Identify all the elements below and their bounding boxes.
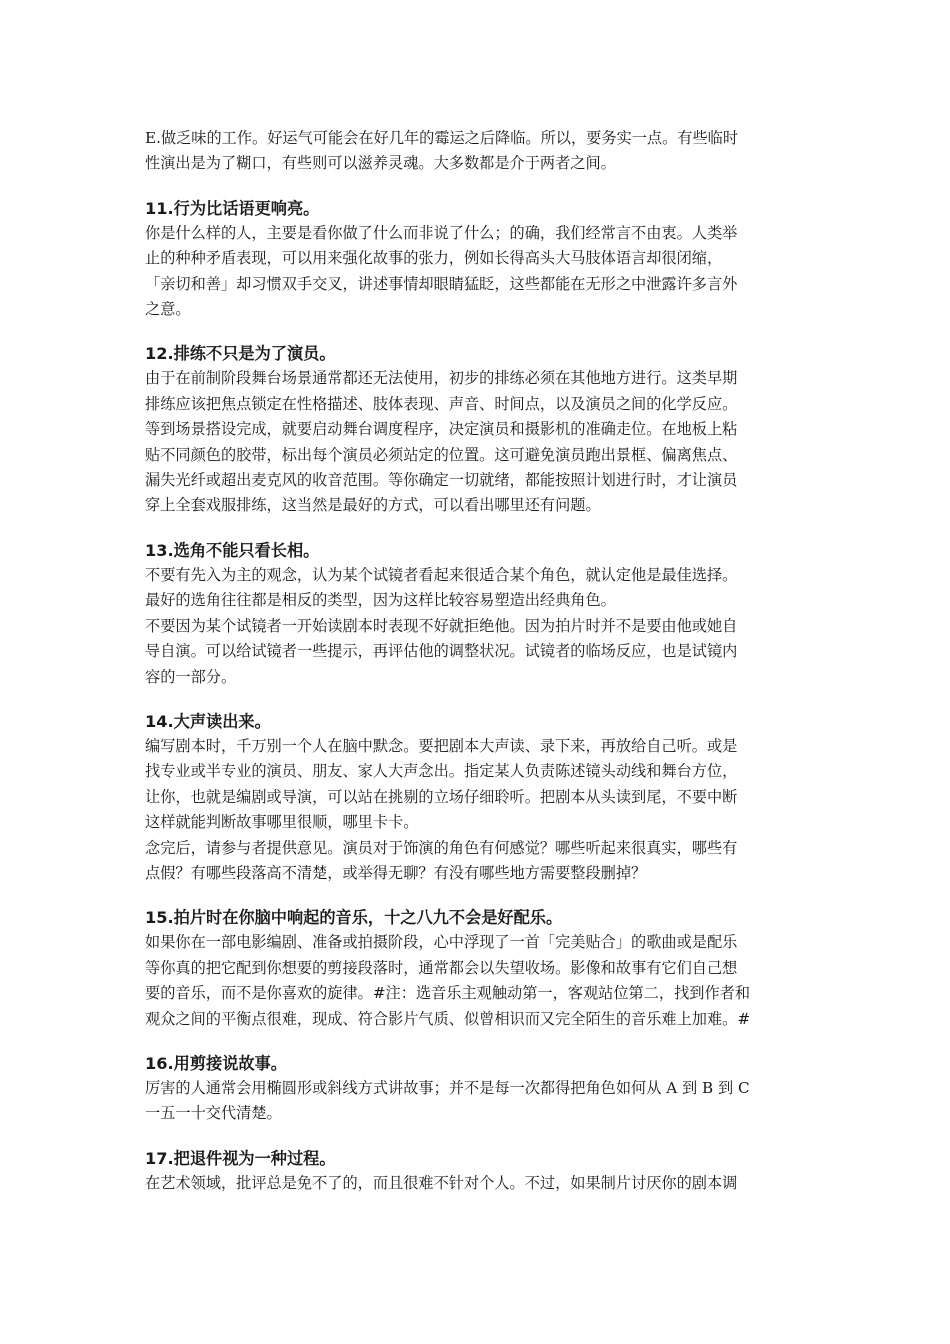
intro-paragraph: E.做乏味的工作。好运气可能会在好几年的霉运之后降临。所以，要务实一点。有些临时 性演出是为了糊口，有些则可以滋养灵魂。大多数都是介于两者之间。	[145, 129, 739, 173]
section-16	[145, 1051, 815, 1127]
section-12	[145, 341, 815, 518]
section-heading: 16.用剪接说故事。	[145, 1053, 287, 1073]
section-paragraph: 在艺术领域，批评总是免不了的，而且很难不针对个人。不过，如果制片讨厌你的剧本调	[145, 1173, 738, 1192]
section-paragraph: 你是什么样的人，主要是看你做了什么而非说了什么；的确，我们经常言不由衷。人类举 止的种种矛盾表现，可以用来强化故事的张力，例如长得高头大马肢体语言却很闭缩， 「亲切和善」却习惯双手交叉，讲述事情却眼睛猛眨，这些都能在无形之中泄露许多言外 之意。	[145, 223, 738, 319]
section-15	[145, 905, 815, 1032]
section-paragraph: 念完后，请参与者提供意见。演员对于饰演的角色有何感觉？哪些听起来很真实，哪些有 点假？有哪些段落高不清楚，或举得无聊？有没有哪些地方需要整段删掉？	[145, 838, 738, 882]
section-paragraph: 不要因为某个试镜者一开始读剧本时表现不好就拒绝他。因为拍片时并不是要由他或她自 导自演。可以给试镜者一些提示，再评估他的调整状况。试镜者的临场反应，也是试镜内 容的一部分。	[145, 616, 738, 686]
section-heading: 12.排练不只是为了演员。	[145, 344, 336, 364]
section-heading: 14.大声读出来。	[145, 711, 271, 731]
section-17	[145, 1146, 815, 1196]
document-page	[145, 126, 815, 1196]
section-paragraph: 由于在前制阶段舞台场景通常都还无法使用，初步的排练必须在其他地方进行。这类早期 排练应该把焦点锁定在性格描述、肢体表现、声音、时间点，以及演员之间的化学反应。 等到场景搭设完成，就要启动舞台调度程序，决定演员和摄影机的准确走位。在地板上粘 贴不同颜色的胶带，标出每个演员必须站定的位置。这可避免演员跑出景框、偏离焦点、 漏失光纤或超出麦克风的收音范围。等你确定一切就绪，都能按照计划进行时，才让演员 穿上全套戏服排练，这当然是最好的方式，可以看出哪里还有问题。	[145, 369, 738, 515]
section-heading: 17.把退件视为一种过程。	[145, 1148, 336, 1168]
section-heading: 13.选角不能只看长相。	[145, 540, 320, 560]
section-14	[145, 709, 815, 886]
section-heading: 11.行为比话语更响亮。	[145, 198, 320, 218]
section-paragraph: 如果你在一部电影编剧、准备或拍摄阶段，心中浮现了一首「完美贴合」的歌曲或是配乐 等你真的把它配到你想要的剪接段落时，通常都会以失望收场。影像和故事有它们自己想 要的音乐，而不是你喜欢的旋律。#注：选音乐主观触动第一，客观站位第二，找到作者和 观众之间的平衡点很难，现成、符合影片气质、似曾相识而又完全陌生的音乐难上加难。#	[145, 933, 751, 1028]
section-11	[145, 196, 815, 323]
section-paragraph: 不要有先入为主的观念，认为某个试镜者看起来很适合某个角色，就认定他是最佳选择。 最好的选角往往都是相反的类型，因为这样比较容易塑造出经典角色。	[145, 565, 738, 610]
section-paragraph: 编写剧本时，千万别一个人在脑中默念。要把剧本大声读、录下来，再放给自己听。或是 找专业或半专业的演员、朋友、家人大声念出。指定某人负责陈述镜头动线和舞台方位， 让你，也就是编剧或导演，可以站在挑剔的立场仔细聆听。把剧本从头读到尾，不要中断 这样就能判断故事哪里很顺，哪里卡卡。	[145, 736, 738, 832]
section-paragraph: 厉害的人通常会用椭圆形或斜线方式讲故事；并不是每一次都得把角色如何从 A 到 B 到 C 一五一十交代清楚。	[145, 1078, 750, 1123]
section-heading: 15.拍片时在你脑中响起的音乐，十之八九不会是好配乐。	[145, 908, 563, 928]
section-13	[145, 538, 815, 690]
